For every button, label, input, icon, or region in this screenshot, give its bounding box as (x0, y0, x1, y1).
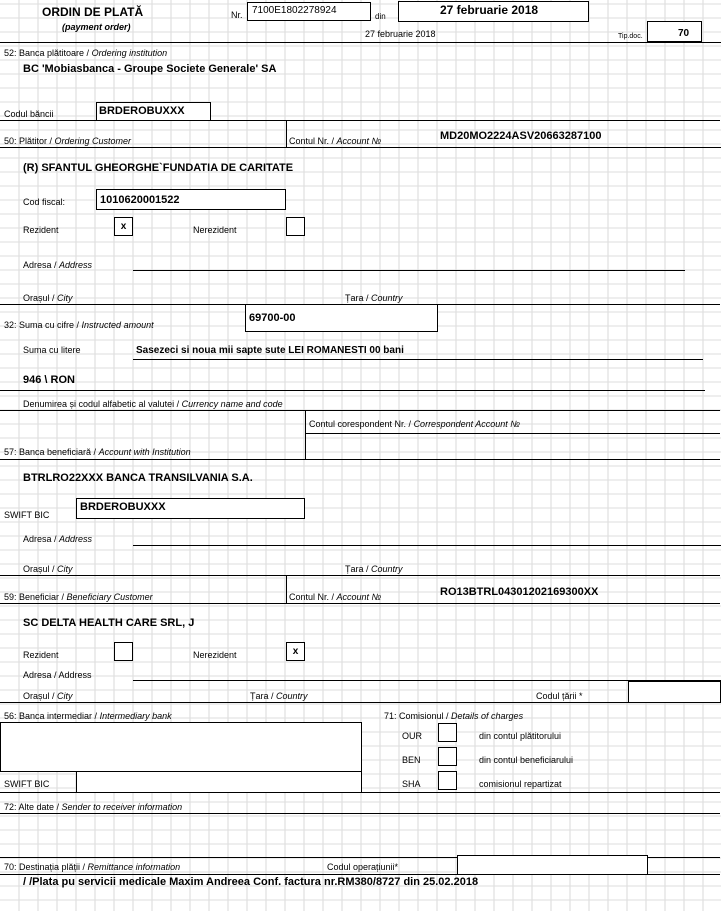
date-value: 27 februarie 2018 (440, 3, 539, 17)
charge-ben-label: BEN (402, 755, 421, 765)
remittance-label: 70: Destinația plății / Remittance information (4, 862, 181, 872)
nr-label: Nr. (231, 10, 243, 20)
charge-sha-label: SHA (402, 779, 421, 789)
resident-checkbox[interactable]: x (114, 217, 133, 236)
bank-city-label: Orașul / City (23, 564, 73, 574)
beneficiary-nonresident-label: Nerezident (193, 650, 237, 660)
divider (0, 603, 720, 604)
divider (286, 575, 287, 604)
fiscal-code-label: Cod fiscal: (23, 197, 66, 207)
divider (305, 433, 720, 434)
sender-info-label: 72: Alte date / Sender to receiver information (4, 802, 183, 812)
beneficiary-bank-label: 57: Banca beneficiară / Account with Institution (4, 447, 191, 457)
fiscal-code-value: 1010620001522 (100, 194, 180, 206)
tipdoc-label: Tip.doc. (618, 33, 643, 40)
ordering-institution-value: BC 'Mobiasbanca - Groupe Societe Generale' SA (23, 63, 277, 75)
remittance-value: / /Plata pu servicii medicale Maxim Andreea Conf. factura nr.RM380/8727 din 25.02.2018 (23, 876, 479, 888)
ordering-customer-label: 50: Plătitor / Ordering Customer (4, 136, 132, 146)
country-label: Țara / Country (345, 293, 403, 303)
words-line (133, 359, 703, 360)
beneficiary-bank-value: BTRLRO22XXX BANCA TRANSILVANIA S.A. (23, 472, 253, 484)
tipdoc-field[interactable] (647, 21, 702, 42)
amount-words-label: Suma cu litere (23, 345, 81, 355)
bank-address-label: Adresa / Address (23, 534, 93, 544)
charge-ben-checkbox[interactable] (438, 747, 457, 766)
divider (0, 792, 720, 793)
city-label: Orașul / City (23, 293, 73, 303)
bank-address-line (133, 545, 721, 546)
nonresident-label: Nerezident (193, 225, 237, 235)
address-label: Adresa / Address (23, 260, 93, 270)
tipdoc-value: 70 (678, 28, 690, 39)
resident-label: Rezident (23, 225, 59, 235)
bank-code-value: BRDEROBUXXX (99, 105, 185, 117)
divider (0, 410, 720, 411)
ordering-account-label: Contul Nr. / Account № (289, 136, 382, 146)
currency-value: 946 \ RON (23, 374, 75, 386)
amount-value: 69700-00 (249, 312, 296, 324)
intermediary-label: 56: Banca intermediar / Intermediary bank (4, 711, 172, 721)
bank-code-label: Codul băncii (4, 109, 54, 119)
intermediary-swift-field[interactable] (76, 771, 362, 793)
charge-sha-checkbox[interactable] (438, 771, 457, 790)
charge-our-text: din contul plătitorului (479, 731, 562, 741)
beneficiary-account-label: Contul Nr. / Account № (289, 592, 382, 602)
divider (0, 702, 720, 703)
divider (0, 874, 720, 875)
divider (286, 120, 287, 148)
nonresident-checkbox[interactable] (286, 217, 305, 236)
beneficiary-name: SC DELTA HEALTH CARE SRL, J (23, 617, 195, 629)
country-code-label: Codul țării * (536, 691, 583, 701)
page-subtitle: (payment order) (62, 22, 131, 32)
divider (0, 147, 286, 148)
divider (0, 390, 705, 391)
ordering-customer-name: (R) SFANTUL GHEORGHE`FUNDATIA DE CARITATE (23, 162, 294, 174)
operation-code-field[interactable] (457, 855, 648, 875)
bank-country-label: Țara / Country (345, 564, 403, 574)
swift-label: SWIFT BIC (4, 510, 50, 520)
charge-our-label: OUR (402, 731, 422, 741)
operation-code-label: Codul operațiunii* (327, 862, 399, 872)
charge-our-checkbox[interactable] (438, 723, 457, 742)
divider (0, 813, 720, 814)
currency-label: Denumirea și codul alfabetic al valutei / Currency name and code (23, 399, 283, 409)
amount-words-value: Sasezeci si noua mii sapte sute LEI ROMANESTI 00 bani (136, 345, 404, 356)
intermediary-swift-label: SWIFT BIC (4, 779, 50, 789)
beneficiary-nonresident-checkbox[interactable]: x (286, 642, 305, 661)
ordering-institution-label: 52: Banca plătitoare / Ordering institution (4, 48, 168, 58)
amount-label: 32: Suma cu cifre / Instructed amount (4, 320, 154, 330)
divider (305, 410, 306, 460)
page-title: ORDIN DE PLATĂ (42, 5, 144, 19)
charges-label: 71: Comisionul / Details of charges (384, 711, 524, 721)
beneficiary-label: 59: Beneficiar / Beneficiary Customer (4, 592, 153, 602)
charge-ben-text: din contul beneficiarului (479, 755, 574, 765)
country-code-field[interactable] (628, 681, 721, 703)
beneficiary-resident-checkbox[interactable] (114, 642, 133, 661)
charge-sha-text: comisionul repartizat (479, 779, 562, 789)
beneficiary-address-label: Adresa / Address (23, 670, 92, 680)
nr-value: 7100E1802278924 (252, 5, 337, 16)
beneficiary-country-label: Țara / Country (250, 691, 308, 701)
ordering-account-value: MD20MO2224ASV20663287100 (440, 130, 602, 142)
din-label: din (375, 12, 386, 21)
beneficiary-account-value: RO13BTRL04301202169300XX (440, 586, 599, 598)
divider (286, 147, 721, 148)
swift-value: BRDEROBUXXX (80, 501, 166, 513)
address-line (133, 270, 685, 271)
divider (0, 42, 721, 43)
intermediary-field[interactable] (0, 722, 362, 772)
beneficiary-city-label: Orașul / City (23, 691, 73, 701)
date-plain: 27 februarie 2018 (365, 29, 436, 39)
beneficiary-resident-label: Rezident (23, 650, 59, 660)
correspondent-label: Contul corespondent Nr. / Correspondent Account № (309, 419, 521, 429)
divider (0, 459, 720, 460)
divider (0, 575, 720, 576)
